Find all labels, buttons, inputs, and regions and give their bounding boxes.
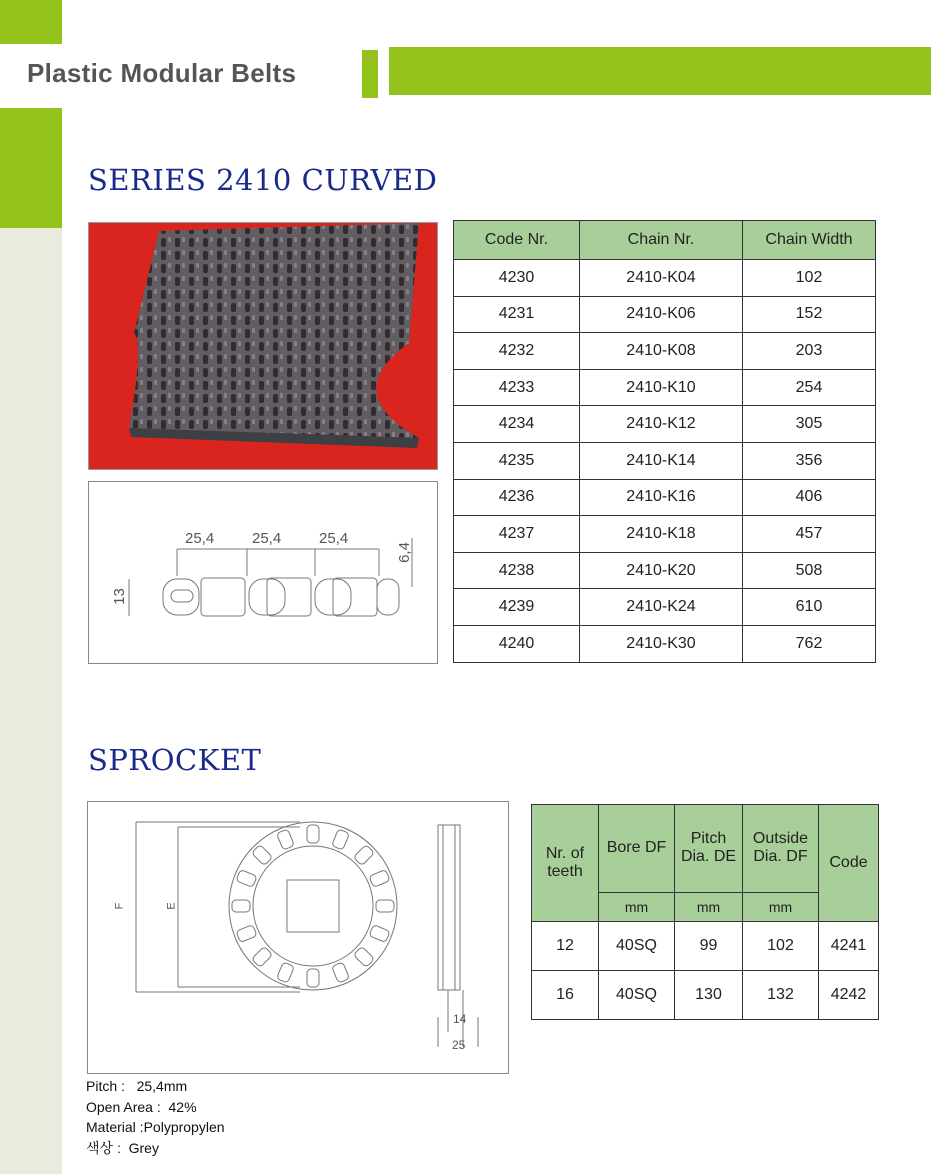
table-header-row xyxy=(454,221,876,260)
cell-chain: 2410-K18 xyxy=(580,516,743,553)
cell-pitch-dia: 130 xyxy=(675,971,743,1020)
unit-outside: mm xyxy=(743,892,819,921)
cell-code: 4238 xyxy=(454,552,580,589)
dim-pitch-3: 25,4 xyxy=(319,530,349,547)
cell-code: 4241 xyxy=(819,922,879,971)
col-width: Chain Width xyxy=(743,221,876,260)
cell-width: 102 xyxy=(743,260,876,297)
cell-width: 762 xyxy=(743,625,876,662)
dim-height: 13 xyxy=(110,588,128,605)
dim-25: 25 xyxy=(452,1038,466,1052)
cell-width: 610 xyxy=(743,589,876,626)
spec-pitch: Pitch : 25,4mm xyxy=(86,1078,188,1094)
table-row xyxy=(454,369,876,406)
series-title: SERIES 2410 CURVED xyxy=(88,163,438,197)
cell-outside-dia: 102 xyxy=(743,922,819,971)
cell-code: 4233 xyxy=(454,369,580,406)
table-row xyxy=(454,260,876,297)
cell-chain: 2410-K20 xyxy=(580,552,743,589)
table-row xyxy=(454,516,876,553)
col-code: Code xyxy=(819,805,879,922)
col-code: Code Nr. xyxy=(454,221,580,260)
cell-width: 305 xyxy=(743,406,876,443)
cell-teeth: 16 xyxy=(532,971,599,1020)
spec-list xyxy=(86,1076,225,1158)
page-title: Plastic Modular Belts xyxy=(27,58,297,88)
table-row xyxy=(532,922,879,971)
table-row xyxy=(454,406,876,443)
col-chain: Chain Nr. xyxy=(580,221,743,260)
cell-code: 4231 xyxy=(454,296,580,333)
left-accent-strip-mid xyxy=(0,108,62,228)
header-accent-band xyxy=(389,47,931,95)
chain-table xyxy=(453,220,876,663)
left-accent-strip-top xyxy=(0,0,62,44)
chain-dimension-drawing xyxy=(88,481,438,664)
cell-chain: 2410-K08 xyxy=(580,333,743,370)
sprocket-dimension-drawing xyxy=(87,801,509,1074)
cell-code: 4236 xyxy=(454,479,580,516)
col-bore: Bore DF xyxy=(599,805,675,893)
cell-code: 4240 xyxy=(454,625,580,662)
belt-photo xyxy=(88,222,438,470)
cell-code: 4237 xyxy=(454,516,580,553)
cell-chain: 2410-K30 xyxy=(580,625,743,662)
sprocket-table xyxy=(531,804,879,1020)
cell-chain: 2410-K06 xyxy=(580,296,743,333)
col-pitch-dia: Pitch Dia. DE xyxy=(675,805,743,893)
cell-teeth: 12 xyxy=(532,922,599,971)
table-row xyxy=(454,442,876,479)
cell-pitch-dia: 99 xyxy=(675,922,743,971)
table-row xyxy=(454,625,876,662)
dim-thickness: 6,4 xyxy=(395,542,413,563)
cell-width: 457 xyxy=(743,516,876,553)
cell-outside-dia: 132 xyxy=(743,971,819,1020)
cell-code: 4235 xyxy=(454,442,580,479)
cell-chain: 2410-K24 xyxy=(580,589,743,626)
dim-f: F xyxy=(113,902,126,910)
cell-chain: 2410-K04 xyxy=(580,260,743,297)
cell-code: 4239 xyxy=(454,589,580,626)
cell-width: 356 xyxy=(743,442,876,479)
col-teeth: Nr. of teeth xyxy=(532,805,599,922)
cell-width: 406 xyxy=(743,479,876,516)
cell-width: 254 xyxy=(743,369,876,406)
left-strip-pale xyxy=(0,228,62,1174)
table-row xyxy=(454,552,876,589)
cell-bore: 40SQ xyxy=(599,922,675,971)
cell-chain: 2410-K14 xyxy=(580,442,743,479)
dim-e: E xyxy=(165,902,178,910)
cell-code: 4242 xyxy=(819,971,879,1020)
sprocket-title: SPROCKET xyxy=(88,743,262,777)
dim-pitch-1: 25,4 xyxy=(185,530,215,547)
table-row xyxy=(454,333,876,370)
cell-code: 4232 xyxy=(454,333,580,370)
cell-width: 508 xyxy=(743,552,876,589)
table-row xyxy=(454,479,876,516)
table-row xyxy=(532,971,879,1020)
cell-chain: 2410-K10 xyxy=(580,369,743,406)
unit-bore: mm xyxy=(599,892,675,921)
cell-width: 203 xyxy=(743,333,876,370)
col-outside-dia: Outside Dia. DF xyxy=(743,805,819,893)
table-row xyxy=(454,296,876,333)
cell-code: 4230 xyxy=(454,260,580,297)
table-row xyxy=(454,589,876,626)
cell-code: 4234 xyxy=(454,406,580,443)
cell-chain: 2410-K12 xyxy=(580,406,743,443)
cell-chain: 2410-K16 xyxy=(580,479,743,516)
dim-14: 14 xyxy=(453,1012,467,1026)
cell-bore: 40SQ xyxy=(599,971,675,1020)
dim-pitch-2: 25,4 xyxy=(252,530,282,547)
unit-pitch: mm xyxy=(675,892,743,921)
spec-color: 색상 : Grey xyxy=(86,1139,159,1156)
header-accent-small xyxy=(362,50,378,98)
spec-material: Material :Polypropylen xyxy=(86,1119,225,1135)
spec-open-area: Open Area : 42% xyxy=(86,1098,197,1115)
cell-width: 152 xyxy=(743,296,876,333)
